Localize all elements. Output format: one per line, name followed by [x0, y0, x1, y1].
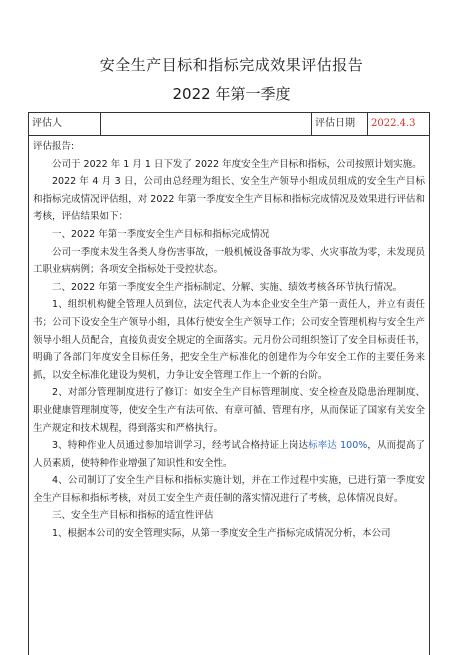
paragraph-part: 3、特种作业人员通过参加培训学习，经考试合格持证上岗达	[52, 440, 309, 452]
paragraph: 2022 年 4 月 3 日，公司由总经理为组长、安全生产领导小组成员组成的安全生产目标和指标完成情况评估组，对 2022 年第一季度安全生产目标和指标完成情况及效果进行评估和考核，评估结果如下：	[33, 176, 425, 223]
date-label: 评估日期	[312, 113, 368, 135]
paragraph: 2、对部分管理制度进行了修订：如安全生产目标管理制度、安全检查及隐患治理制度、职业健康管理制度等，使安全生产有法可依、有章可循、管理有序，从而保证了国家有关安全生产规定和技术规程，得到落实和严格执行。	[33, 387, 425, 434]
paragraph: 公司一季度未发生各类人身伤害事故，一般机械设备事故为零、火灾事故为零，未发现员工职业病病例；各项安全指标处于受控状态。	[33, 246, 425, 276]
evaluator-value	[101, 113, 312, 135]
date-value: 2022.4.3	[371, 118, 416, 129]
header-row	[29, 113, 429, 136]
paragraph: 公司于 2022 年 1 月 1 日下发了 2022 年度安全生产目标和指标，公司按照计划实施。	[52, 158, 422, 170]
paragraph	[33, 437, 425, 472]
paragraph: 1、组织机构健全管理人员到位，法定代表人为本企业安全生产第一责任人，并立有责任书；公司下设安全生产领导小组，具体行使安全生产领导工作；公司安全管理机构与安全生产领导小组人员配合，直接负责安全规定的全面落实。元月份公司组织签订了安全目标责任书，明确了各部门年度安全目标任务，把安全生产标准化的创建作为今年安全工作的主要任务来抓，以安全标准化建设为契机，力争让安全管理工作上一个新的台阶。	[33, 299, 425, 381]
paragraph: 4、公司制订了安全生产目标和指标实施计划，并在工作过程中实施，已进行第一季度安全生产目标和指标考核，对员工安全生产责任制的落实情况进行了考核，总体情况良好。	[33, 475, 425, 504]
section-heading: 三、安全生产目标和指标的适宜性评估	[52, 510, 214, 522]
report-subtitle: 2022 年第一季度	[172, 85, 291, 103]
report-body	[29, 136, 429, 543]
evaluator-label: 评估人	[29, 113, 101, 135]
paragraph: 1、根据本公司的安全管理实际，从第一季度安全生产指标完成情况分析，本公司	[52, 528, 391, 540]
highlighted-text: 标率达 100%	[308, 440, 368, 452]
section-heading: 二、2022 年第一季度安全生产指标制定、分解、实施、绩效考核各环节执行情况。	[52, 281, 403, 293]
paragraph-part: ，从而提高了人员素质，使特种作业增强了知识性和安全性。	[33, 440, 425, 469]
report-title: 安全生产目标和指标完成效果评估报告	[99, 56, 364, 74]
intro-text: 评估报告:	[33, 141, 75, 152]
section-heading: 一、2022 年第一季度安全生产目标和指标完成情况	[52, 228, 270, 240]
report-table	[28, 112, 430, 655]
